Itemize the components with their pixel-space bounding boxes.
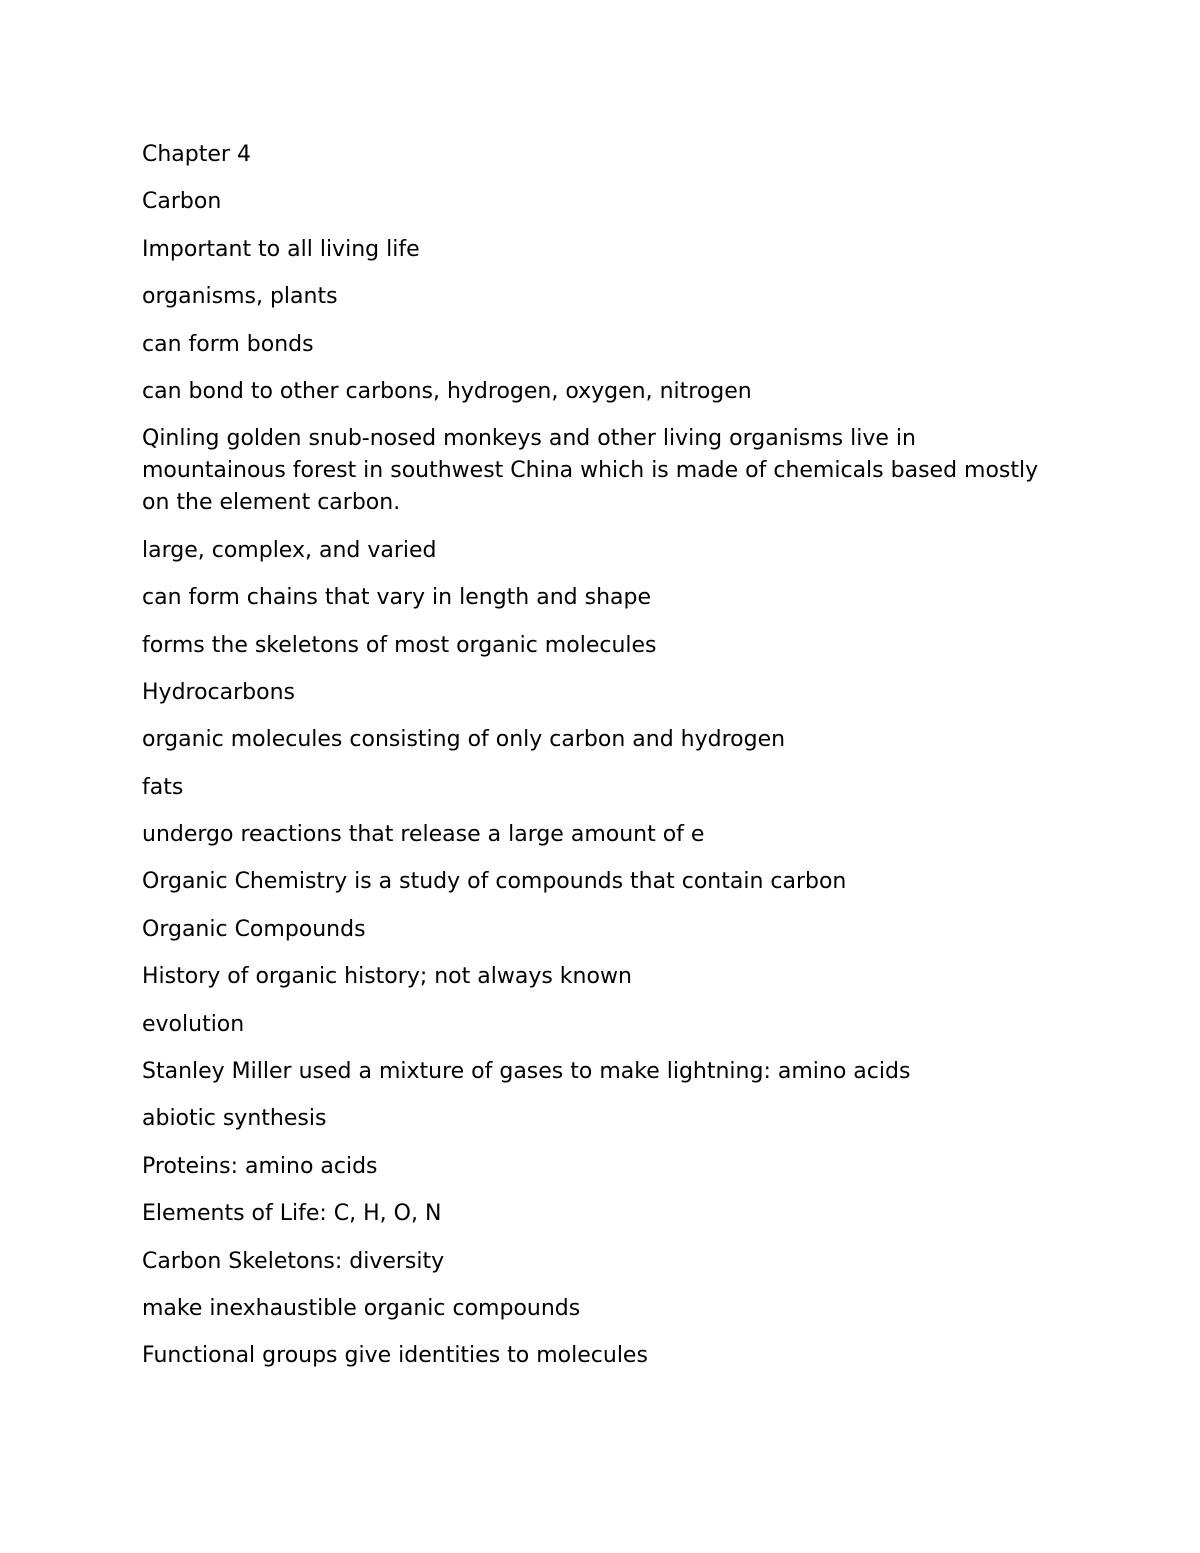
paragraph: History of organic history; not always known bbox=[142, 964, 632, 990]
paragraph: abiotic synthesis bbox=[142, 1106, 327, 1132]
paragraph: forms the skeletons of most organic molecules bbox=[142, 632, 657, 658]
paragraph: fats bbox=[142, 774, 184, 800]
paragraph-chapter-title: Chapter 4 bbox=[142, 142, 251, 167]
paragraph: organic molecules consisting of only carbon and hydrogen bbox=[142, 727, 786, 753]
document-body bbox=[142, 139, 1042, 1388]
paragraph: evolution bbox=[142, 1011, 245, 1037]
paragraph: can form chains that vary in length and shape bbox=[142, 585, 651, 611]
paragraph: Important to all living life bbox=[142, 236, 420, 262]
paragraph: Stanley Miller used a mixture of gases to make lightning: amino acids bbox=[142, 1059, 911, 1085]
paragraph: Carbon Skeletons: diversity bbox=[142, 1248, 445, 1274]
paragraph: Qinling golden snub-nosed monkeys and other living organisms live in mountainous forest in southwest China which is made of chemicals based mostly on the element carbon. bbox=[142, 426, 1039, 516]
paragraph: Functional groups give identities to molecules bbox=[142, 1343, 648, 1369]
paragraph: Hydrocarbons bbox=[142, 679, 296, 705]
paragraph: Elements of Life: C, H, O, N bbox=[142, 1201, 442, 1227]
paragraph: Organic Compounds bbox=[142, 916, 366, 942]
paragraph: Proteins: amino acids bbox=[142, 1153, 378, 1179]
paragraph: make inexhaustible organic compounds bbox=[142, 1295, 581, 1321]
paragraph: organisms, plants bbox=[142, 284, 338, 310]
paragraph: Carbon bbox=[142, 189, 222, 215]
paragraph: can form bonds bbox=[142, 331, 314, 357]
paragraph: Organic Chemistry is a study of compounds that contain carbon bbox=[142, 869, 847, 895]
paragraph: large, complex, and varied bbox=[142, 537, 437, 563]
paragraph: can bond to other carbons, hydrogen, oxygen, nitrogen bbox=[142, 378, 752, 404]
paragraph: undergo reactions that release a large amount of e bbox=[142, 822, 705, 848]
